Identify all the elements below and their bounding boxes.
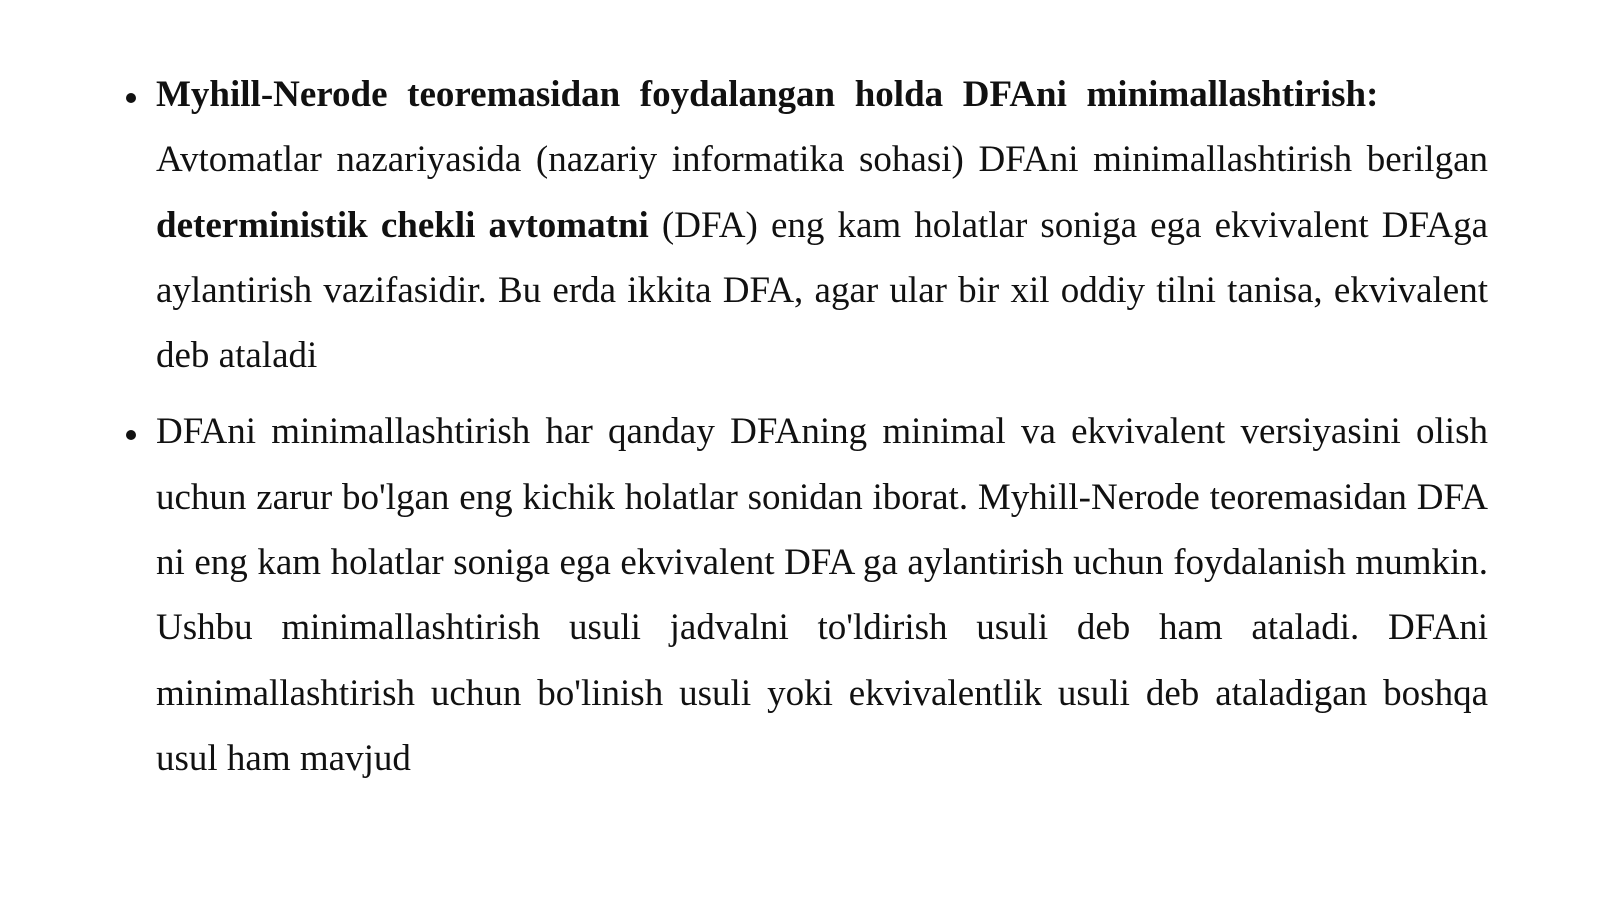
bullet-dot-icon — [126, 430, 136, 440]
bullet-text-part-2: (DFA) eng kam holatlar soniga ega ekvivalent DFAga aylantirish vazifasidir. Bu erda ikkita DFA, agar ular bir xil oddiy tilni tanisa, ekvivalent deb ataladi — [156, 204, 1488, 377]
bullet-item-1 — [0, 62, 1488, 388]
bullet-heading: Myhill-Nerode teoremasidan foydalangan holda DFAni minimallashtirish: — [156, 74, 1379, 115]
bullet-bold-term: deterministik chekli avtomatni — [156, 204, 649, 246]
bullet-text-part-1: Avtomatlar nazariyasida (nazariy informatika sohasi) DFAni minimallashtirish berilgan — [156, 139, 1488, 181]
bullet-text: DFAni minimallashtirish har qanday DFAning minimal va ekvivalent versiyasini olish uchun zarur bo'lgan eng kichik holatlar sonidan iborat. Myhill-Nerode teoremasidan DFA ni eng kam holatlar soniga ega ekvivalent DFA ga aylantirish uchun foydalanish mumkin. Ushbu minimallashtirish usuli jadvalni to'ldirish usuli deb ham ataladi. DFAni minimallashtirish uchun bo'linish usuli yoki ekvivalentlik usuli deb ataladigan boshqa usul ham mavjud — [156, 411, 1488, 779]
bullet-list — [0, 62, 1488, 791]
bullet-item-2 — [0, 399, 1488, 791]
bullet-dot-icon — [126, 93, 136, 103]
